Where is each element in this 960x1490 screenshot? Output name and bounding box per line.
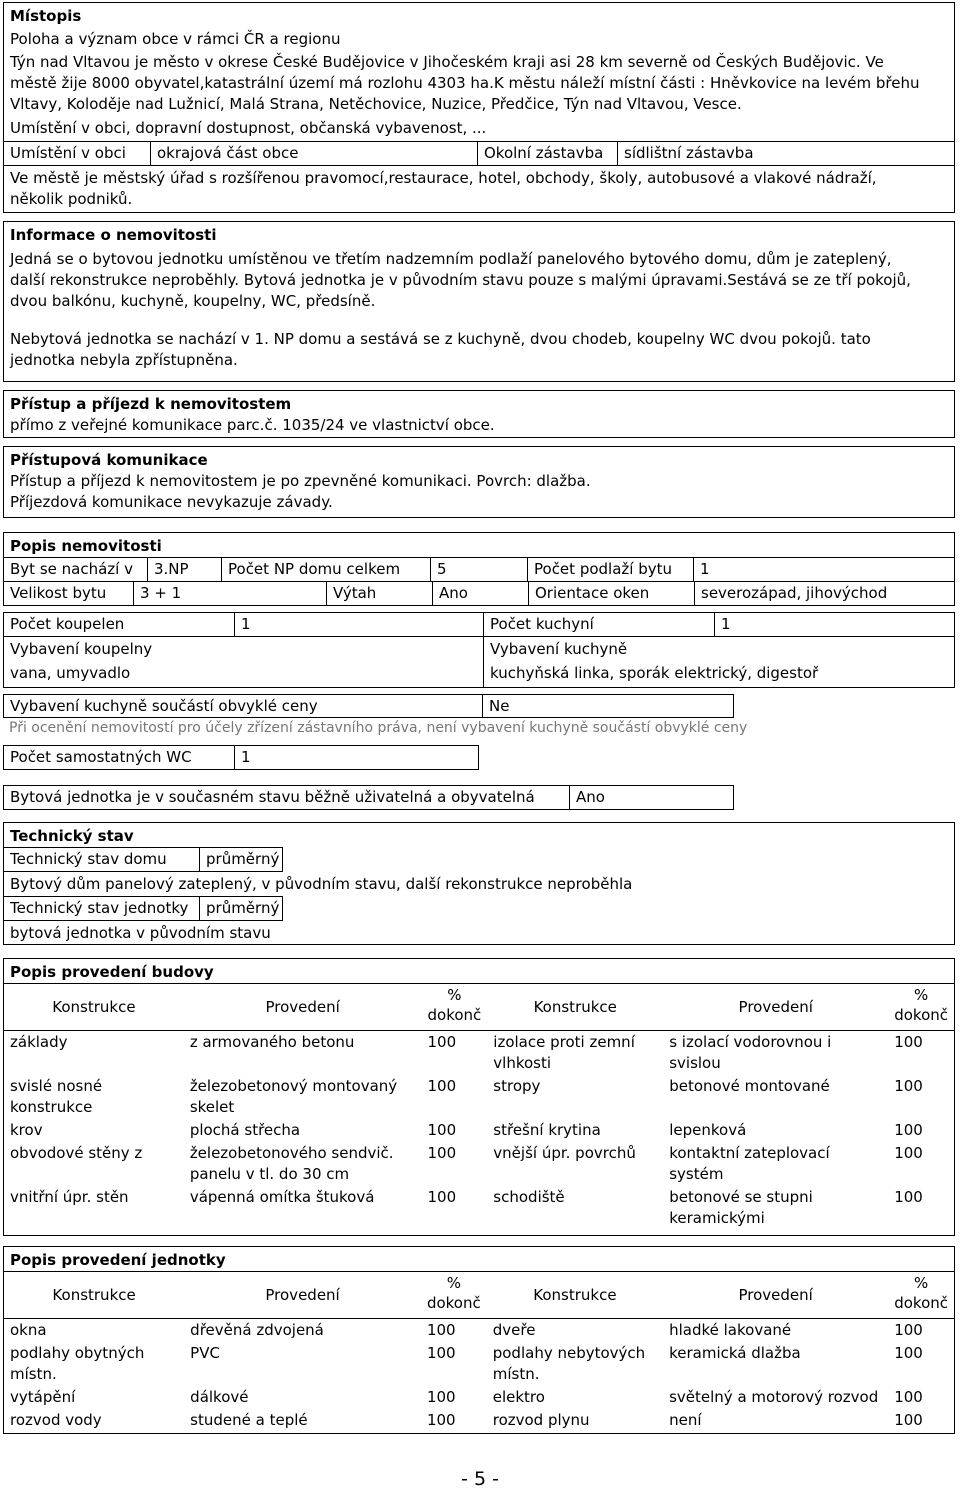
wc-value: 1 [234,746,478,769]
stav-jednotky-value: průměrný [199,897,282,920]
mistopis-line-2: městě žije 8000 obyvatel,katastrální území má rozlohu 4303 ha.K městu náleží místní části : Hněvkovice na levém břehu [10,74,920,92]
stav-domu-value: průměrný [199,848,282,871]
kuchyni-row [484,613,954,637]
vyb-koupelny-value: vana, umyvadlo [10,664,131,682]
kuchyni-label: Počet kuchyní [490,615,594,633]
budova-header-konstrukce-2: Konstrukce [487,984,663,1031]
konstrukce-cell: elektro [492,1388,545,1406]
table-row [4,1386,954,1409]
kuchyni-value: 1 [714,613,737,636]
orientace-label: Orientace oken [528,582,694,605]
konstrukce-cell: rozvod vody [10,1411,102,1429]
provedeni-cell: betonové montované [669,1077,830,1095]
komunikace-section [3,446,955,518]
soucasti-value: Ne [482,695,733,717]
dokonc-cell: 100 [894,1344,923,1362]
provedeni-cell: dřevěná zdvojená [184,1319,421,1343]
dokonc-cell: 100 [888,1319,954,1343]
provedeni-cell: dálkové [190,1388,249,1406]
pristup-section [3,390,955,438]
jednotka-header-dokonc: % dokonč [421,1272,487,1319]
jednotka-title: Popis provedení jednotky [10,1251,226,1269]
popis-title: Popis nemovitosti [10,537,162,555]
provedeni-cell: železobetonový montovaný skelet [189,1077,398,1116]
konstrukce-cell: krov [10,1121,43,1139]
popis-row-2 [4,581,954,605]
konstrukce-cell: svislé nosné konstrukce [10,1077,103,1116]
table-row [4,1119,954,1142]
pristup-text: přímo z veřejné komunikace parc.č. 1035/24 ve vlastnictví obce. [10,416,495,434]
vybavenost-block [4,165,954,210]
vybaveni-section [3,612,955,688]
dokonc-cell: 100 [894,1388,923,1406]
dokonc-cell: 100 [427,1121,457,1139]
page-number: - 5 - [461,1468,499,1490]
budova-section [3,958,955,1236]
byt-nachazi-label: Byt se nachází v [10,560,133,578]
konstrukce-cell: obvodové stěny z [10,1144,143,1162]
komunikace-line-1: Přístup a příjezd k nemovitostem je po zpevněné komunikaci. Povrch: dlažba. [10,472,591,490]
dokonc-cell: 100 [894,1411,923,1429]
koupelna-column [4,613,484,687]
table-row [4,1075,954,1119]
jednotka-header-provedeni-2: Provedení [663,1272,888,1319]
konstrukce-cell: izolace proti zemní vlhkosti [487,1031,663,1076]
dokonc-cell: 100 [894,1144,923,1162]
provedeni-cell: keramická dlažba [669,1344,801,1362]
pocet-podlazi-label: Počet podlaží bytu [527,558,693,581]
table-row [4,1186,954,1230]
konstrukce-cell: základy [4,1031,184,1076]
provedeni-cell: z armovaného betonu [184,1031,422,1076]
informace-line-4: Nebytová jednotka se nachází v 1. NP domu a sestává se z kuchyně, dvou chodeb, koupelny WC dvou pokojů. tato [10,330,871,348]
technicky-title: Technický stav [10,827,134,845]
dokonc-cell: 100 [888,1031,954,1076]
uzivatelnost-box [3,785,734,810]
dokonc-cell: 100 [427,1144,457,1162]
vyb-kuchyne-value: kuchyňská linka, sporák elektrický, digestoř [490,664,819,682]
jednotka-section [3,1246,955,1434]
provedeni-cell: PVC [190,1344,220,1362]
umisteni-value: okrajová část obce [150,142,477,165]
vybavenost-line-1: Ve městě je městský úřad s rozšířenou pravomocí,restaurace, hotel, obchody, školy, autobusové a vlakové nádraží, [10,169,877,187]
vybavenost-line-2: několik podniků. [10,190,133,208]
provedeni-cell: lepenková [669,1121,747,1139]
orientace-value: severozápad, jihovýchod [694,582,954,605]
mistopis-line-1: Týn nad Vltavou je město v okrese České Budějovice v Jihočeském kraji asi 28 km severně od Českých Budějovic. Ve [10,53,884,71]
budova-title: Popis provedení budovy [10,963,214,981]
konstrukce-cell: vnější úpr. povrchů [493,1144,636,1162]
zastavba-value: sídlištní zástavba [617,142,954,165]
budova-header-provedeni: Provedení [184,984,422,1031]
umisteni-title: Umístění v obci, dopravní dostupnost, občanská vybavenost, ... [10,119,487,137]
popis-section [3,532,955,606]
uzivatelnost-label: Bytová jednotka je v současném stavu běžně uživatelná a obyvatelná [10,788,535,806]
pocet-np-label: Počet NP domu celkem [221,558,430,581]
provedeni-cell: železobetonového sendvič. panelu v tl. do 30 cm [189,1144,394,1183]
budova-header-konstrukce: Konstrukce [4,984,184,1031]
jednotka-header-konstrukce-2: Konstrukce [487,1272,663,1319]
mistopis-line-3: Vltavy, Koloděje nad Lužnicí, Malá Strana, Netěchovice, Nuzice, Předčice, Týn nad Vltavou, Vesce. [10,95,742,113]
pocet-np-value: 5 [430,558,527,581]
stav-domu-row [4,847,283,872]
konstrukce-cell: stropy [493,1077,541,1095]
konstrukce-cell: podlahy nebytových místn. [492,1344,646,1383]
provedeni-cell: plochá střecha [189,1121,301,1139]
dokonc-cell: 100 [894,1077,923,1095]
stav-domu-label: Technický stav domu [10,850,167,868]
vytah-label: Výtah [326,582,432,605]
jednotka-header-provedeni: Provedení [184,1272,421,1319]
dokonc-cell: 100 [427,1077,457,1095]
vytah-value: Ano [432,582,528,605]
velikost-label: Velikost bytu [10,584,107,602]
konstrukce-cell: dveře [487,1319,663,1343]
stav-jednotky-text: bytová jednotka v původním stavu [10,924,271,942]
provedeni-cell: hladké lakované [663,1319,888,1343]
budova-header-row [4,984,954,1031]
jednotka-header-row [4,1272,954,1319]
dokonc-cell: 100 [894,1188,923,1206]
uzivatelnost-value: Ano [569,786,733,809]
konstrukce-cell: schodiště [493,1188,565,1206]
pocet-podlazi-value: 1 [693,558,954,581]
komunikace-title: Přístupová komunikace [10,451,208,469]
konstrukce-cell: okna [4,1319,184,1343]
umisteni-row [4,141,954,165]
stav-jednotky-label: Technický stav jednotky [10,899,189,917]
dokonc-cell: 100 [422,1031,488,1076]
provedeni-cell: studené a teplé [190,1411,308,1429]
informace-line-5: jednotka nebyla zpřístupněna. [10,351,238,369]
jednotka-header-konstrukce: Konstrukce [4,1272,184,1319]
soucasti-label: Vybavení kuchyně součástí obvyklé ceny [10,697,318,715]
soucasti-box [3,694,734,718]
konstrukce-cell: podlahy obytných místn. [10,1344,145,1383]
cena-note: Při ocenění nemovitostí pro účely zřízení zástavního práva, není vybavení kuchyně součástí obvyklé ceny [9,720,748,736]
dokonc-cell: 100 [427,1188,457,1206]
popis-row-1 [4,557,954,581]
budova-table [4,983,954,1230]
budova-header-dokonc-2: % dokonč [888,984,954,1031]
table-row [4,1342,954,1386]
jednotka-table [4,1271,954,1432]
provedeni-cell: není [669,1411,702,1429]
koupelen-label: Počet koupelen [10,615,125,633]
table-row [4,1031,954,1076]
umisteni-label: Umístění v obci [10,144,126,162]
vyb-kuchyne-label: Vybavení kuchyně [490,640,628,658]
informace-line-3: dvou balkónu, kuchyně, koupelny, WC, předsíně. [10,292,376,310]
byt-nachazi-value: 3.NP [147,558,221,581]
komunikace-line-2: Příjezdová komunikace nevykazuje závady. [10,493,333,511]
provedeni-cell: betonové se stupni keramickými [669,1188,813,1227]
koupelen-value: 1 [234,613,257,636]
dokonc-cell: 100 [894,1121,923,1139]
informace-section [3,221,955,382]
provedeni-cell: kontaktní zateplovací systém [669,1144,830,1183]
dokonc-cell: 100 [426,1344,456,1362]
dokonc-cell: 100 [421,1319,487,1343]
table-row [4,1142,954,1186]
dokonc-cell: 100 [426,1411,456,1429]
dokonc-cell: 100 [426,1388,456,1406]
mistopis-title: Místopis [10,7,82,25]
stav-jednotky-row [4,896,283,921]
pristup-title: Přístup a příjezd k nemovitostem [10,395,292,413]
informace-line-1: Jedná se o bytovou jednotku umístěnou ve třetím nadzemním podlaží panelového bytového domu, dům je zateplený, [10,250,892,268]
budova-header-provedeni-2: Provedení [663,984,888,1031]
stav-domu-text: Bytový dům panelový zateplený, v původním stavu, další rekonstrukce neproběhla [10,875,633,893]
budova-header-dokonc: % dokonč [422,984,488,1031]
technicky-section [3,822,955,945]
provedeni-cell: světelný a motorový rozvod [669,1388,879,1406]
koupelen-row [4,613,483,637]
table-row [4,1319,954,1343]
mistopis-subtitle: Poloha a význam obce v rámci ČR a regionu [10,30,341,48]
provedeni-cell: vápenná omítka štuková [189,1188,375,1206]
konstrukce-cell: rozvod plynu [492,1411,590,1429]
kuchyne-column [484,613,954,687]
provedeni-cell: s izolací vodorovnou i svislou [663,1031,888,1076]
vyb-koupelny-label: Vybavení koupelny [10,640,153,658]
wc-label: Počet samostatných WC [10,748,192,766]
velikost-value: 3 + 1 [133,582,326,605]
konstrukce-cell: vytápění [10,1388,76,1406]
informace-title: Informace o nemovitosti [10,226,217,244]
konstrukce-cell: střešní krytina [493,1121,601,1139]
informace-line-2: další rekonstrukce neproběhly. Bytová jednotka je v původním stavu pouze s malými úpravami.Sestává se ze tří pokojů, [10,271,911,289]
table-row [4,1409,954,1432]
zastavba-label: Okolní zástavba [477,142,617,165]
mistopis-section [3,2,955,213]
konstrukce-cell: vnitřní úpr. stěn [10,1188,129,1206]
wc-box [3,745,479,770]
jednotka-header-dokonc-2: % dokonč [888,1272,954,1319]
